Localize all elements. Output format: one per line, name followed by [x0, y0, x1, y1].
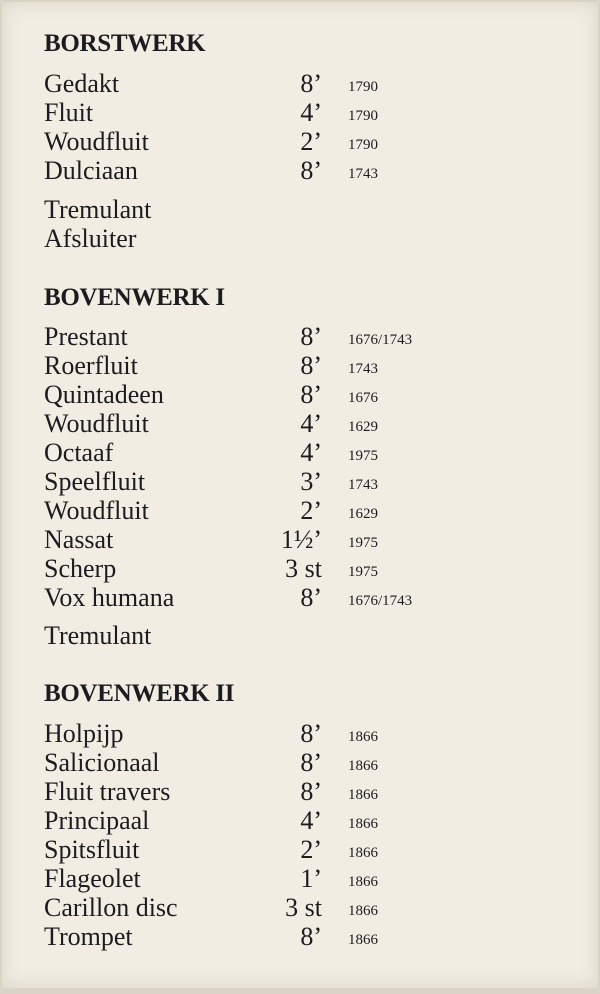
stop-pitch: 8’ — [300, 351, 322, 380]
stop-pitch: 2’ — [300, 127, 322, 156]
stop-row — [2, 748, 598, 777]
section-title: BORSTWERK — [44, 30, 206, 57]
stop-year: 1790 — [348, 79, 378, 95]
stop-name: Spitsfluit — [44, 835, 140, 864]
stop-year: 1975 — [348, 535, 378, 551]
stop-row — [2, 719, 598, 748]
stop-year: 1866 — [348, 787, 378, 803]
accessory-row — [2, 195, 598, 224]
stop-pitch: 4’ — [300, 409, 322, 438]
stop-pitch: 2’ — [300, 835, 322, 864]
stop-year: 1866 — [348, 816, 378, 832]
section-title: BOVENWERK I — [44, 284, 225, 311]
stop-pitch: 8’ — [300, 748, 322, 777]
stop-name: Fluit travers — [44, 777, 171, 806]
stop-pitch: 1½’ — [280, 525, 322, 554]
stop-pitch: 1’ — [300, 864, 322, 893]
stop-year: 1676 — [348, 390, 378, 406]
stop-year: 1866 — [348, 729, 378, 745]
stop-name: Roerfluit — [44, 351, 138, 380]
stop-year: 1866 — [348, 845, 378, 861]
stop-row — [2, 893, 598, 922]
section-title: BOVENWERK II — [44, 680, 235, 707]
stop-name: Fluit — [44, 98, 94, 127]
stop-pitch: 4’ — [300, 98, 322, 127]
stop-pitch: 8’ — [300, 922, 322, 951]
stop-name: Woudfluit — [44, 496, 149, 525]
stop-name: Scherp — [44, 554, 117, 583]
stop-row — [2, 806, 598, 835]
stop-pitch: 2’ — [300, 496, 322, 525]
stop-year: 1975 — [348, 448, 378, 464]
stop-year: 1790 — [348, 108, 378, 124]
stop-row — [2, 322, 598, 351]
stop-pitch: 8’ — [300, 719, 322, 748]
stop-row — [2, 380, 598, 409]
stop-pitch: 8’ — [300, 583, 322, 612]
stop-name: Prestant — [44, 322, 128, 351]
stop-pitch: 3’ — [300, 467, 322, 496]
stop-name: Woudfluit — [44, 127, 149, 156]
stop-pitch: 8’ — [300, 777, 322, 806]
stop-year: 1676/1743 — [348, 332, 413, 348]
stop-year: 1743 — [348, 166, 378, 182]
accessory-list — [2, 621, 598, 650]
stop-row — [2, 922, 598, 951]
stop-name: Nassat — [44, 525, 114, 554]
stop-year: 1866 — [348, 758, 378, 774]
stop-name: Dulciaan — [44, 156, 138, 185]
stop-pitch: 8’ — [300, 380, 322, 409]
stop-name: Woudfluit — [44, 409, 149, 438]
stop-row — [2, 438, 598, 467]
stop-year: 1743 — [348, 477, 378, 493]
stop-row — [2, 127, 598, 156]
stop-name: Salicionaal — [44, 748, 160, 777]
stop-row — [2, 864, 598, 893]
stop-year: 1975 — [348, 564, 378, 580]
stop-list — [2, 69, 598, 185]
stop-year: 1629 — [348, 419, 378, 435]
accessory-row — [2, 621, 598, 650]
stop-row — [2, 525, 598, 554]
stop-name: Octaaf — [44, 438, 114, 467]
stop-name: Speelfluit — [44, 467, 146, 496]
accessory-afsluiter: Afsluiter — [44, 224, 137, 253]
stop-year: 1866 — [348, 903, 378, 919]
accessory-row — [2, 224, 598, 253]
stop-name: Gedakt — [44, 69, 120, 98]
stop-row — [2, 496, 598, 525]
stop-pitch: 3 st — [285, 893, 322, 922]
stop-list — [2, 322, 598, 612]
accessory-tremulant: Tremulant — [44, 621, 152, 650]
stop-row — [2, 156, 598, 185]
stop-year: 1676/1743 — [348, 593, 413, 609]
stop-name: Trompet — [44, 922, 133, 951]
stop-name: Vox humana — [44, 583, 175, 612]
stop-row — [2, 777, 598, 806]
stop-row — [2, 835, 598, 864]
stop-name: Holpijp — [44, 719, 124, 748]
organ-specification-page — [2, 2, 598, 988]
stop-row — [2, 467, 598, 496]
stop-year: 1866 — [348, 874, 378, 890]
stop-name: Principaal — [44, 806, 150, 835]
accessory-tremulant: Tremulant — [44, 195, 152, 224]
stop-name: Quintadeen — [44, 380, 164, 409]
stop-year: 1743 — [348, 361, 378, 377]
stop-name: Carillon disc — [44, 893, 178, 922]
stop-pitch: 3 st — [285, 554, 322, 583]
stop-pitch: 8’ — [300, 69, 322, 98]
stop-row — [2, 409, 598, 438]
stop-row — [2, 98, 598, 127]
accessory-list — [2, 195, 598, 253]
stop-year: 1866 — [348, 932, 378, 948]
stop-row — [2, 351, 598, 380]
stop-year: 1629 — [348, 506, 378, 522]
stop-pitch: 8’ — [300, 322, 322, 351]
stop-pitch: 8’ — [300, 156, 322, 185]
stop-list — [2, 719, 598, 951]
stop-row — [2, 583, 598, 612]
stop-pitch: 4’ — [300, 438, 322, 467]
stop-row — [2, 69, 598, 98]
stop-row — [2, 554, 598, 583]
stop-year: 1790 — [348, 137, 378, 153]
stop-name: Flageolet — [44, 864, 141, 893]
stop-pitch: 4’ — [300, 806, 322, 835]
